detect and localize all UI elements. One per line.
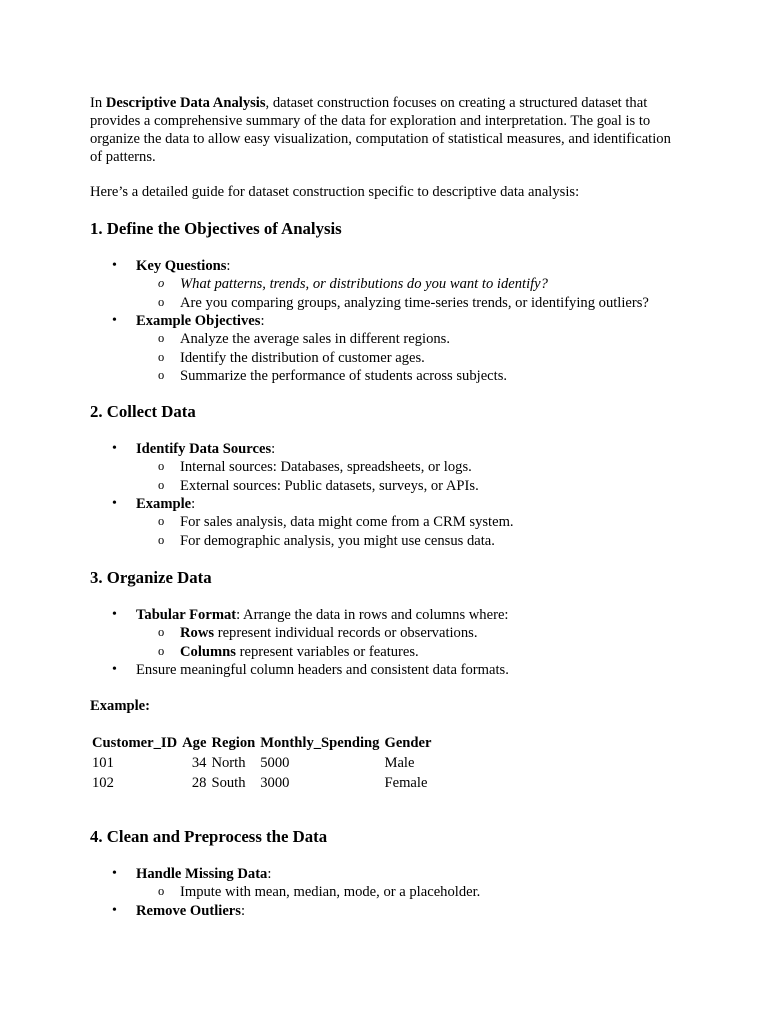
bullet-label: Key Questions bbox=[136, 258, 227, 274]
table-header-row bbox=[90, 733, 435, 753]
section-1-list bbox=[90, 257, 690, 386]
table-cell: South bbox=[211, 775, 246, 791]
list-item bbox=[90, 312, 690, 386]
term-desc: represent individual records or observations. bbox=[214, 625, 478, 641]
table-row bbox=[90, 753, 435, 773]
bullet-text: : Arrange the data in rows and columns where: bbox=[236, 607, 509, 623]
section-2-list bbox=[90, 440, 690, 550]
sub-list bbox=[136, 458, 690, 495]
sub-list-item bbox=[90, 624, 690, 643]
sub-list bbox=[136, 883, 690, 902]
list-item bbox=[90, 440, 690, 495]
example-label: Example: bbox=[90, 698, 150, 714]
list-item bbox=[90, 257, 690, 312]
list-item bbox=[90, 902, 690, 920]
example-table bbox=[90, 733, 435, 793]
table-cell: 101 bbox=[92, 755, 114, 771]
section-4-heading: 4. Clean and Preprocess the Data bbox=[90, 827, 328, 846]
sub-list-item: o Internal sources: Databases, spreadsheets, or logs. bbox=[90, 458, 690, 477]
bullet-label: Example bbox=[136, 496, 192, 512]
sub-list-item: o External sources: Public datasets, surveys, or APIs. bbox=[90, 477, 690, 496]
sub-list bbox=[136, 330, 690, 386]
list-item: • Ensure meaningful column headers and consistent data formats. bbox=[90, 661, 690, 679]
intro-paragraph bbox=[90, 94, 680, 166]
colon: : bbox=[260, 313, 265, 329]
colon: : bbox=[191, 496, 196, 512]
table-row bbox=[90, 773, 435, 793]
section-3-heading: 3. Organize Data bbox=[90, 568, 212, 587]
section-2-heading: 2. Collect Data bbox=[90, 402, 196, 421]
column-header: Customer_ID bbox=[92, 735, 178, 751]
column-header: Region bbox=[211, 735, 256, 751]
sub-list bbox=[136, 513, 690, 550]
sub-list-item: o For demographic analysis, you might use census data. bbox=[90, 532, 690, 551]
table-cell: 102 bbox=[92, 775, 114, 791]
table-cell: North bbox=[211, 755, 246, 771]
sub-list bbox=[136, 275, 690, 312]
colon: : bbox=[271, 441, 276, 457]
sub-list-item: o Analyze the average sales in different regions. bbox=[90, 330, 690, 349]
colon: : bbox=[226, 258, 231, 274]
section-1-heading: 1. Define the Objectives of Analysis bbox=[90, 219, 342, 238]
bullet-label: Tabular Format bbox=[136, 607, 237, 623]
section-3-list bbox=[90, 606, 690, 679]
colon: : bbox=[267, 866, 272, 882]
column-header: Monthly_Spending bbox=[260, 735, 380, 751]
term-desc: represent variables or features. bbox=[235, 643, 419, 660]
table-cell: Male bbox=[384, 755, 415, 771]
bullet-label: Identify Data Sources bbox=[136, 441, 272, 457]
table-cell: 28 bbox=[191, 775, 207, 791]
sub-list-item: o Identify the distribution of customer ages. bbox=[90, 349, 690, 368]
section-4-list bbox=[90, 865, 690, 920]
column-header: Age bbox=[182, 735, 207, 751]
list-item bbox=[90, 865, 690, 902]
sub-list-item: o Impute with mean, median, mode, or a placeholder. bbox=[90, 883, 690, 902]
bullet-label: Handle Missing Data bbox=[136, 866, 268, 882]
sub-list-item: o Summarize the performance of students across subjects. bbox=[90, 367, 690, 386]
colon: : bbox=[240, 902, 246, 919]
intro-bold-term: Descriptive Data Analysis bbox=[105, 95, 266, 111]
intro-rest: , dataset construction focuses on creating a structured dataset that provides a comprehensive summary of the data for exploration and interpretation. The goal is to organize the data to allow easy visualization, computation of statistical measures, and identification of patterns. bbox=[90, 95, 671, 165]
sub-list bbox=[136, 624, 690, 661]
table-cell: 34 bbox=[191, 755, 207, 771]
table-cell: 5000 bbox=[260, 755, 290, 771]
sub-list-item bbox=[90, 643, 690, 662]
intro-prefix: In bbox=[90, 95, 106, 111]
list-item bbox=[90, 606, 690, 661]
table-cell: 3000 bbox=[260, 775, 290, 791]
table-cell: Female bbox=[384, 775, 428, 791]
column-header: Gender bbox=[384, 735, 432, 751]
bullet-label: Example Objectives bbox=[136, 313, 261, 329]
sub-list-item: o What patterns, trends, or distributions do you want to identify? bbox=[90, 275, 690, 294]
guide-line: Here’s a detailed guide for dataset construction specific to descriptive data analysis: bbox=[90, 184, 580, 200]
sub-list-item: o Are you comparing groups, analyzing time-series trends, or identifying outliers? bbox=[90, 294, 690, 313]
term: Columns bbox=[180, 643, 236, 660]
bullet-label: Remove Outliers bbox=[136, 902, 241, 919]
list-item bbox=[90, 495, 690, 550]
sub-list-item: o For sales analysis, data might come from a CRM system. bbox=[90, 513, 690, 532]
term: Rows bbox=[180, 625, 215, 641]
